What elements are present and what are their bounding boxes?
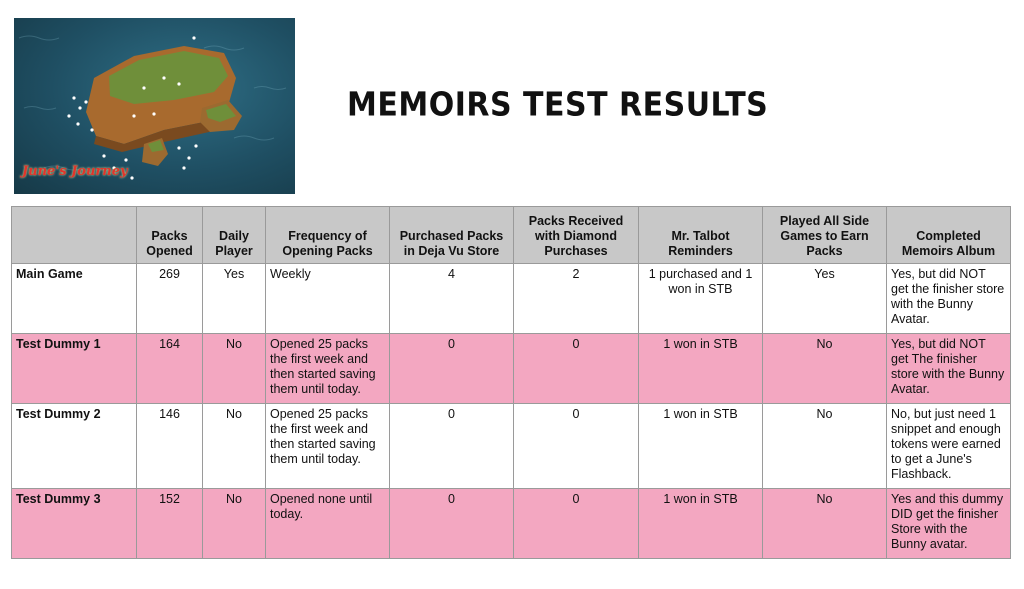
table-row bbox=[12, 334, 1011, 404]
row-label: Test Dummy 1 bbox=[12, 334, 137, 404]
cell-packs: 152 bbox=[137, 489, 203, 559]
header-cell: Daily Player bbox=[203, 207, 266, 264]
cell-side-games: No bbox=[763, 404, 887, 489]
header-cell bbox=[12, 207, 137, 264]
cell-side-games: No bbox=[763, 334, 887, 404]
cell-frequency: Opened 25 packs the first week and then started saving them until today. bbox=[266, 404, 390, 489]
cell-dejavu: 0 bbox=[390, 489, 514, 559]
cell-dejavu: 0 bbox=[390, 404, 514, 489]
page-title: MEMOIRS TEST RESULTS bbox=[347, 86, 769, 125]
cell-packs: 269 bbox=[137, 264, 203, 334]
cell-frequency: Opened none until today. bbox=[266, 489, 390, 559]
header-cell: Purchased Packs in Deja Vu Store bbox=[390, 207, 514, 264]
cell-completed: Yes, but did NOT get the finisher store with the Bunny Avatar. bbox=[887, 264, 1011, 334]
cell-daily: No bbox=[203, 489, 266, 559]
header-cell: Frequency of Opening Packs bbox=[266, 207, 390, 264]
table-row bbox=[12, 264, 1011, 334]
cell-side-games: No bbox=[763, 489, 887, 559]
cell-diamond: 0 bbox=[514, 489, 639, 559]
header-cell: Packs Received with Diamond Purchases bbox=[514, 207, 639, 264]
header-cell: Mr. Talbot Reminders bbox=[639, 207, 763, 264]
header-cell: Completed Memoirs Album bbox=[887, 207, 1011, 264]
row-label: Main Game bbox=[12, 264, 137, 334]
row-label: Test Dummy 2 bbox=[12, 404, 137, 489]
cell-dejavu: 0 bbox=[390, 334, 514, 404]
cell-side-games: Yes bbox=[763, 264, 887, 334]
row-label: Test Dummy 3 bbox=[12, 489, 137, 559]
journey-logo: June's Journey bbox=[22, 164, 128, 179]
cell-daily: No bbox=[203, 404, 266, 489]
cell-packs: 164 bbox=[137, 334, 203, 404]
cell-completed: No, but just need 1 snippet and enough tokens were earned to get a June's Flashback. bbox=[887, 404, 1011, 489]
cell-talbot: 1 won in STB bbox=[639, 489, 763, 559]
cell-frequency: Weekly bbox=[266, 264, 390, 334]
cell-diamond: 2 bbox=[514, 264, 639, 334]
cell-completed: Yes and this dummy DID get the finisher Store with the Bunny avatar. bbox=[887, 489, 1011, 559]
cell-diamond: 0 bbox=[514, 334, 639, 404]
cell-talbot: 1 purchased and 1 won in STB bbox=[639, 264, 763, 334]
header-row bbox=[12, 207, 1011, 264]
header-cell: Played All Side Games to Earn Packs bbox=[763, 207, 887, 264]
cell-talbot: 1 won in STB bbox=[639, 404, 763, 489]
cell-daily: Yes bbox=[203, 264, 266, 334]
island-image bbox=[14, 18, 295, 194]
header-cell: Packs Opened bbox=[137, 207, 203, 264]
cell-talbot: 1 won in STB bbox=[639, 334, 763, 404]
cell-packs: 146 bbox=[137, 404, 203, 489]
table-row bbox=[12, 489, 1011, 559]
cell-daily: No bbox=[203, 334, 266, 404]
results-table bbox=[11, 206, 1011, 559]
cell-frequency: Opened 25 packs the first week and then started saving them until today. bbox=[266, 334, 390, 404]
cell-diamond: 0 bbox=[514, 404, 639, 489]
table-row bbox=[12, 404, 1011, 489]
cell-completed: Yes, but did NOT get The finisher store with the Bunny Avatar. bbox=[887, 334, 1011, 404]
cell-dejavu: 4 bbox=[390, 264, 514, 334]
